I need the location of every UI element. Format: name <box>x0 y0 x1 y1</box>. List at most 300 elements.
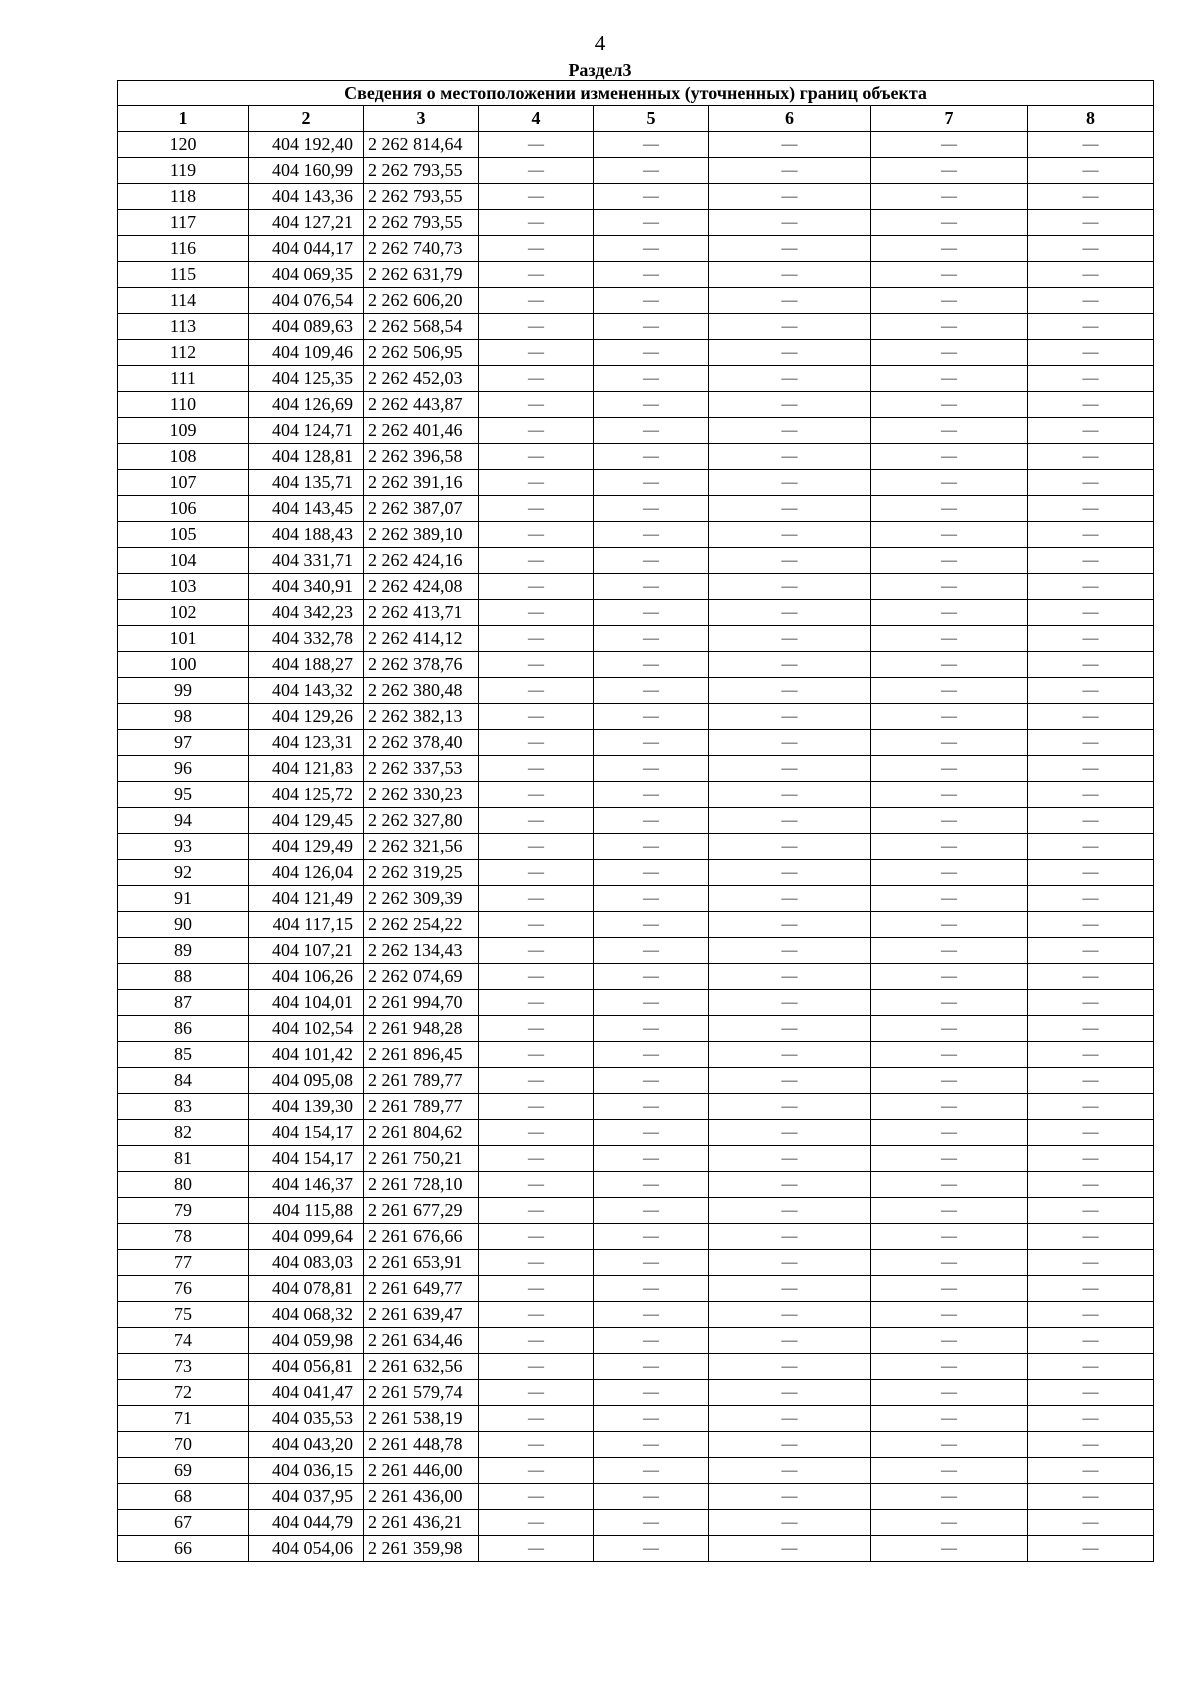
empty-value-cell: — <box>479 418 594 444</box>
point-number-cell: 69 <box>118 1458 249 1484</box>
empty-value-cell: — <box>871 314 1028 340</box>
column-number: 1 <box>118 106 249 132</box>
empty-value-cell: — <box>479 444 594 470</box>
empty-value-cell: — <box>709 626 871 652</box>
empty-value-cell: — <box>594 236 709 262</box>
empty-value-cell: — <box>709 1354 871 1380</box>
empty-value-cell: — <box>871 678 1028 704</box>
x-coordinate-cell: 404 121,49 <box>249 886 364 912</box>
table-row <box>118 1068 1154 1094</box>
x-coordinate-cell: 404 126,04 <box>249 860 364 886</box>
y-coordinate-cell: 2 262 814,64 <box>364 132 479 158</box>
empty-value-cell: — <box>479 314 594 340</box>
empty-value-cell: — <box>594 1380 709 1406</box>
empty-value-cell: — <box>479 1484 594 1510</box>
empty-value-cell: — <box>594 860 709 886</box>
y-coordinate-cell: 2 262 309,39 <box>364 886 479 912</box>
x-coordinate-cell: 404 154,17 <box>249 1120 364 1146</box>
x-coordinate-cell: 404 109,46 <box>249 340 364 366</box>
x-coordinate-cell: 404 056,81 <box>249 1354 364 1380</box>
y-coordinate-cell: 2 261 789,77 <box>364 1094 479 1120</box>
empty-value-cell: — <box>594 626 709 652</box>
empty-value-cell: — <box>1028 1198 1154 1224</box>
y-coordinate-cell: 2 261 634,46 <box>364 1328 479 1354</box>
empty-value-cell: — <box>479 262 594 288</box>
empty-value-cell: — <box>709 236 871 262</box>
empty-value-cell: — <box>709 1224 871 1250</box>
table-row <box>118 704 1154 730</box>
y-coordinate-cell: 2 262 389,10 <box>364 522 479 548</box>
empty-value-cell: — <box>1028 1224 1154 1250</box>
point-number-cell: 119 <box>118 158 249 184</box>
x-coordinate-cell: 404 123,31 <box>249 730 364 756</box>
y-coordinate-cell: 2 262 413,71 <box>364 600 479 626</box>
x-coordinate-cell: 404 126,69 <box>249 392 364 418</box>
x-coordinate-cell: 404 192,40 <box>249 132 364 158</box>
empty-value-cell: — <box>709 1458 871 1484</box>
point-number-cell: 90 <box>118 912 249 938</box>
point-number-cell: 87 <box>118 990 249 1016</box>
empty-value-cell: — <box>709 912 871 938</box>
empty-value-cell: — <box>594 704 709 730</box>
empty-value-cell: — <box>1028 1172 1154 1198</box>
empty-value-cell: — <box>709 652 871 678</box>
empty-value-cell: — <box>594 730 709 756</box>
empty-value-cell: — <box>594 1302 709 1328</box>
table-row <box>118 912 1154 938</box>
empty-value-cell: — <box>1028 262 1154 288</box>
empty-value-cell: — <box>1028 834 1154 860</box>
empty-value-cell: — <box>594 1510 709 1536</box>
table-row <box>118 1354 1154 1380</box>
x-coordinate-cell: 404 059,98 <box>249 1328 364 1354</box>
x-coordinate-cell: 404 139,30 <box>249 1094 364 1120</box>
table-row <box>118 1198 1154 1224</box>
empty-value-cell: — <box>594 652 709 678</box>
y-coordinate-cell: 2 261 948,28 <box>364 1016 479 1042</box>
empty-value-cell: — <box>479 132 594 158</box>
empty-value-cell: — <box>871 1432 1028 1458</box>
y-coordinate-cell: 2 261 677,29 <box>364 1198 479 1224</box>
x-coordinate-cell: 404 089,63 <box>249 314 364 340</box>
empty-value-cell: — <box>1028 1458 1154 1484</box>
empty-value-cell: — <box>709 314 871 340</box>
empty-value-cell: — <box>594 1016 709 1042</box>
empty-value-cell: — <box>871 132 1028 158</box>
x-coordinate-cell: 404 154,17 <box>249 1146 364 1172</box>
y-coordinate-cell: 2 262 327,80 <box>364 808 479 834</box>
section-title: Раздел3 <box>568 60 632 80</box>
empty-value-cell: — <box>479 470 594 496</box>
empty-value-cell: — <box>594 990 709 1016</box>
empty-value-cell: — <box>709 1328 871 1354</box>
table-row <box>118 444 1154 470</box>
table-row <box>118 1172 1154 1198</box>
empty-value-cell: — <box>479 912 594 938</box>
table-row <box>118 1042 1154 1068</box>
empty-value-cell: — <box>709 522 871 548</box>
point-number-cell: 102 <box>118 600 249 626</box>
table-row <box>118 496 1154 522</box>
x-coordinate-cell: 404 069,35 <box>249 262 364 288</box>
empty-value-cell: — <box>1028 782 1154 808</box>
y-coordinate-cell: 2 262 424,08 <box>364 574 479 600</box>
empty-value-cell: — <box>1028 1302 1154 1328</box>
point-number-cell: 70 <box>118 1432 249 1458</box>
table-row <box>118 652 1154 678</box>
empty-value-cell: — <box>871 652 1028 678</box>
x-coordinate-cell: 404 102,54 <box>249 1016 364 1042</box>
x-coordinate-cell: 404 146,37 <box>249 1172 364 1198</box>
y-coordinate-cell: 2 262 319,25 <box>364 860 479 886</box>
y-coordinate-cell: 2 262 330,23 <box>364 782 479 808</box>
point-number-cell: 110 <box>118 392 249 418</box>
point-number-cell: 75 <box>118 1302 249 1328</box>
y-coordinate-cell: 2 261 649,77 <box>364 1276 479 1302</box>
empty-value-cell: — <box>594 834 709 860</box>
empty-value-cell: — <box>709 860 871 886</box>
y-coordinate-cell: 2 262 134,43 <box>364 938 479 964</box>
table-row <box>118 548 1154 574</box>
x-coordinate-cell: 404 078,81 <box>249 1276 364 1302</box>
table-row <box>118 1120 1154 1146</box>
table-row <box>118 1536 1154 1562</box>
empty-value-cell: — <box>594 574 709 600</box>
empty-value-cell: — <box>871 1042 1028 1068</box>
empty-value-cell: — <box>709 1172 871 1198</box>
x-coordinate-cell: 404 125,72 <box>249 782 364 808</box>
y-coordinate-cell: 2 261 653,91 <box>364 1250 479 1276</box>
empty-value-cell: — <box>871 1510 1028 1536</box>
empty-value-cell: — <box>479 886 594 912</box>
x-coordinate-cell: 404 135,71 <box>249 470 364 496</box>
y-coordinate-cell: 2 262 387,07 <box>364 496 479 522</box>
empty-value-cell: — <box>594 314 709 340</box>
point-number-cell: 72 <box>118 1380 249 1406</box>
y-coordinate-cell: 2 261 994,70 <box>364 990 479 1016</box>
x-coordinate-cell: 404 129,49 <box>249 834 364 860</box>
empty-value-cell: — <box>594 1458 709 1484</box>
point-number-cell: 115 <box>118 262 249 288</box>
point-number-cell: 85 <box>118 1042 249 1068</box>
empty-value-cell: — <box>1028 678 1154 704</box>
empty-value-cell: — <box>479 1172 594 1198</box>
empty-value-cell: — <box>709 704 871 730</box>
x-coordinate-cell: 404 044,17 <box>249 236 364 262</box>
point-number-cell: 100 <box>118 652 249 678</box>
empty-value-cell: — <box>479 574 594 600</box>
point-number-cell: 67 <box>118 1510 249 1536</box>
empty-value-cell: — <box>1028 1250 1154 1276</box>
x-coordinate-cell: 404 331,71 <box>249 548 364 574</box>
point-number-cell: 107 <box>118 470 249 496</box>
empty-value-cell: — <box>479 1250 594 1276</box>
empty-value-cell: — <box>594 418 709 444</box>
empty-value-cell: — <box>1028 1536 1154 1562</box>
y-coordinate-cell: 2 261 639,47 <box>364 1302 479 1328</box>
point-number-cell: 105 <box>118 522 249 548</box>
page-number: 4 <box>594 31 606 55</box>
x-coordinate-cell: 404 101,42 <box>249 1042 364 1068</box>
empty-value-cell: — <box>479 1146 594 1172</box>
empty-value-cell: — <box>871 730 1028 756</box>
y-coordinate-cell: 2 261 789,77 <box>364 1068 479 1094</box>
empty-value-cell: — <box>594 600 709 626</box>
empty-value-cell: — <box>871 288 1028 314</box>
x-coordinate-cell: 404 106,26 <box>249 964 364 990</box>
table-row <box>118 1094 1154 1120</box>
y-coordinate-cell: 2 262 254,22 <box>364 912 479 938</box>
table-row <box>118 210 1154 236</box>
empty-value-cell: — <box>1028 1380 1154 1406</box>
table-row <box>118 1250 1154 1276</box>
x-coordinate-cell: 404 127,21 <box>249 210 364 236</box>
empty-value-cell: — <box>871 1250 1028 1276</box>
column-number: 5 <box>594 106 709 132</box>
empty-value-cell: — <box>871 1354 1028 1380</box>
point-number-cell: 95 <box>118 782 249 808</box>
empty-value-cell: — <box>709 444 871 470</box>
y-coordinate-cell: 2 262 391,16 <box>364 470 479 496</box>
empty-value-cell: — <box>479 340 594 366</box>
x-coordinate-cell: 404 036,15 <box>249 1458 364 1484</box>
empty-value-cell: — <box>871 392 1028 418</box>
table-row <box>118 730 1154 756</box>
x-coordinate-cell: 404 129,26 <box>249 704 364 730</box>
x-coordinate-cell: 404 143,36 <box>249 184 364 210</box>
point-number-cell: 68 <box>118 1484 249 1510</box>
y-coordinate-cell: 2 262 396,58 <box>364 444 479 470</box>
point-number-cell: 116 <box>118 236 249 262</box>
empty-value-cell: — <box>871 548 1028 574</box>
empty-value-cell: — <box>709 184 871 210</box>
x-coordinate-cell: 404 125,35 <box>249 366 364 392</box>
y-coordinate-cell: 2 261 359,98 <box>364 1536 479 1562</box>
empty-value-cell: — <box>594 964 709 990</box>
empty-value-cell: — <box>709 1276 871 1302</box>
x-coordinate-cell: 404 117,15 <box>249 912 364 938</box>
y-coordinate-cell: 2 262 606,20 <box>364 288 479 314</box>
empty-value-cell: — <box>871 1016 1028 1042</box>
empty-value-cell: — <box>709 964 871 990</box>
y-coordinate-cell: 2 262 380,48 <box>364 678 479 704</box>
x-coordinate-cell: 404 332,78 <box>249 626 364 652</box>
empty-value-cell: — <box>709 262 871 288</box>
x-coordinate-cell: 404 160,99 <box>249 158 364 184</box>
empty-value-cell: — <box>479 1120 594 1146</box>
empty-value-cell: — <box>594 158 709 184</box>
empty-value-cell: — <box>479 184 594 210</box>
empty-value-cell: — <box>594 444 709 470</box>
point-number-cell: 94 <box>118 808 249 834</box>
empty-value-cell: — <box>871 1068 1028 1094</box>
table-row <box>118 132 1154 158</box>
table-row <box>118 574 1154 600</box>
empty-value-cell: — <box>709 1016 871 1042</box>
x-coordinate-cell: 404 083,03 <box>249 1250 364 1276</box>
point-number-cell: 118 <box>118 184 249 210</box>
column-number: 8 <box>1028 106 1154 132</box>
empty-value-cell: — <box>479 1302 594 1328</box>
empty-value-cell: — <box>1028 132 1154 158</box>
table-row <box>118 600 1154 626</box>
empty-value-cell: — <box>594 678 709 704</box>
point-number-cell: 86 <box>118 1016 249 1042</box>
y-coordinate-cell: 2 262 740,73 <box>364 236 479 262</box>
empty-value-cell: — <box>479 366 594 392</box>
empty-value-cell: — <box>871 574 1028 600</box>
empty-value-cell: — <box>709 158 871 184</box>
empty-value-cell: — <box>594 782 709 808</box>
empty-value-cell: — <box>709 1406 871 1432</box>
point-number-cell: 79 <box>118 1198 249 1224</box>
point-number-cell: 97 <box>118 730 249 756</box>
table-row <box>118 366 1154 392</box>
empty-value-cell: — <box>479 600 594 626</box>
empty-value-cell: — <box>479 1406 594 1432</box>
empty-value-cell: — <box>1028 1406 1154 1432</box>
empty-value-cell: — <box>1028 184 1154 210</box>
empty-value-cell: — <box>1028 1120 1154 1146</box>
boundary-coordinates-table <box>117 80 1154 1562</box>
empty-value-cell: — <box>709 1432 871 1458</box>
empty-value-cell: — <box>709 288 871 314</box>
empty-value-cell: — <box>479 1276 594 1302</box>
empty-value-cell: — <box>709 392 871 418</box>
table-row <box>118 834 1154 860</box>
table-row <box>118 756 1154 782</box>
point-number-cell: 113 <box>118 314 249 340</box>
point-number-cell: 111 <box>118 366 249 392</box>
empty-value-cell: — <box>594 756 709 782</box>
table-row <box>118 1406 1154 1432</box>
point-number-cell: 106 <box>118 496 249 522</box>
empty-value-cell: — <box>1028 158 1154 184</box>
x-coordinate-cell: 404 342,23 <box>249 600 364 626</box>
empty-value-cell: — <box>479 1094 594 1120</box>
empty-value-cell: — <box>594 1120 709 1146</box>
empty-value-cell: — <box>1028 808 1154 834</box>
empty-value-cell: — <box>479 1016 594 1042</box>
empty-value-cell: — <box>871 808 1028 834</box>
x-coordinate-cell: 404 095,08 <box>249 1068 364 1094</box>
empty-value-cell: — <box>479 990 594 1016</box>
empty-value-cell: — <box>1028 1354 1154 1380</box>
point-number-cell: 77 <box>118 1250 249 1276</box>
x-coordinate-cell: 404 188,43 <box>249 522 364 548</box>
empty-value-cell: — <box>709 678 871 704</box>
empty-value-cell: — <box>871 1328 1028 1354</box>
point-number-cell: 73 <box>118 1354 249 1380</box>
y-coordinate-cell: 2 261 632,56 <box>364 1354 479 1380</box>
y-coordinate-cell: 2 262 793,55 <box>364 158 479 184</box>
x-coordinate-cell: 404 124,71 <box>249 418 364 444</box>
y-coordinate-cell: 2 262 506,95 <box>364 340 479 366</box>
empty-value-cell: — <box>1028 314 1154 340</box>
x-coordinate-cell: 404 128,81 <box>249 444 364 470</box>
table-row <box>118 1432 1154 1458</box>
empty-value-cell: — <box>709 1120 871 1146</box>
empty-value-cell: — <box>594 522 709 548</box>
point-number-cell: 78 <box>118 1224 249 1250</box>
y-coordinate-cell: 2 262 452,03 <box>364 366 479 392</box>
empty-value-cell: — <box>1028 964 1154 990</box>
point-number-cell: 93 <box>118 834 249 860</box>
table-row <box>118 1224 1154 1250</box>
point-number-cell: 83 <box>118 1094 249 1120</box>
table-row <box>118 1328 1154 1354</box>
empty-value-cell: — <box>479 288 594 314</box>
empty-value-cell: — <box>479 158 594 184</box>
empty-value-cell: — <box>709 1536 871 1562</box>
empty-value-cell: — <box>709 366 871 392</box>
empty-value-cell: — <box>479 730 594 756</box>
x-coordinate-cell: 404 054,06 <box>249 1536 364 1562</box>
y-coordinate-cell: 2 262 378,40 <box>364 730 479 756</box>
empty-value-cell: — <box>871 1094 1028 1120</box>
x-coordinate-cell: 404 041,47 <box>249 1380 364 1406</box>
x-coordinate-cell: 404 129,45 <box>249 808 364 834</box>
empty-value-cell: — <box>1028 470 1154 496</box>
column-number: 6 <box>709 106 871 132</box>
empty-value-cell: — <box>479 1458 594 1484</box>
empty-value-cell: — <box>594 1484 709 1510</box>
empty-value-cell: — <box>594 1198 709 1224</box>
empty-value-cell: — <box>871 860 1028 886</box>
point-number-cell: 96 <box>118 756 249 782</box>
empty-value-cell: — <box>709 1380 871 1406</box>
empty-value-cell: — <box>871 1302 1028 1328</box>
point-number-cell: 108 <box>118 444 249 470</box>
empty-value-cell: — <box>709 1302 871 1328</box>
empty-value-cell: — <box>709 340 871 366</box>
empty-value-cell: — <box>871 1224 1028 1250</box>
empty-value-cell: — <box>871 782 1028 808</box>
y-coordinate-cell: 2 262 443,87 <box>364 392 479 418</box>
empty-value-cell: — <box>1028 548 1154 574</box>
empty-value-cell: — <box>1028 1094 1154 1120</box>
empty-value-cell: — <box>594 1068 709 1094</box>
empty-value-cell: — <box>709 496 871 522</box>
empty-value-cell: — <box>594 1536 709 1562</box>
empty-value-cell: — <box>1028 522 1154 548</box>
empty-value-cell: — <box>1028 1146 1154 1172</box>
y-coordinate-cell: 2 262 074,69 <box>364 964 479 990</box>
column-number: 2 <box>249 106 364 132</box>
column-number: 4 <box>479 106 594 132</box>
point-number-cell: 114 <box>118 288 249 314</box>
point-number-cell: 81 <box>118 1146 249 1172</box>
x-coordinate-cell: 404 143,45 <box>249 496 364 522</box>
table-row <box>118 782 1154 808</box>
empty-value-cell: — <box>479 1328 594 1354</box>
x-coordinate-cell: 404 076,54 <box>249 288 364 314</box>
empty-value-cell: — <box>1028 886 1154 912</box>
empty-value-cell: — <box>594 1250 709 1276</box>
empty-value-cell: — <box>709 1510 871 1536</box>
empty-value-cell: — <box>594 392 709 418</box>
empty-value-cell: — <box>594 210 709 236</box>
empty-value-cell: — <box>871 236 1028 262</box>
empty-value-cell: — <box>594 912 709 938</box>
table-caption: Сведения о местоположении измененных (уточненных) границ объекта <box>118 81 1154 106</box>
empty-value-cell: — <box>1028 574 1154 600</box>
table-row <box>118 184 1154 210</box>
empty-value-cell: — <box>594 184 709 210</box>
empty-value-cell: — <box>871 1172 1028 1198</box>
x-coordinate-cell: 404 044,79 <box>249 1510 364 1536</box>
point-number-cell: 98 <box>118 704 249 730</box>
